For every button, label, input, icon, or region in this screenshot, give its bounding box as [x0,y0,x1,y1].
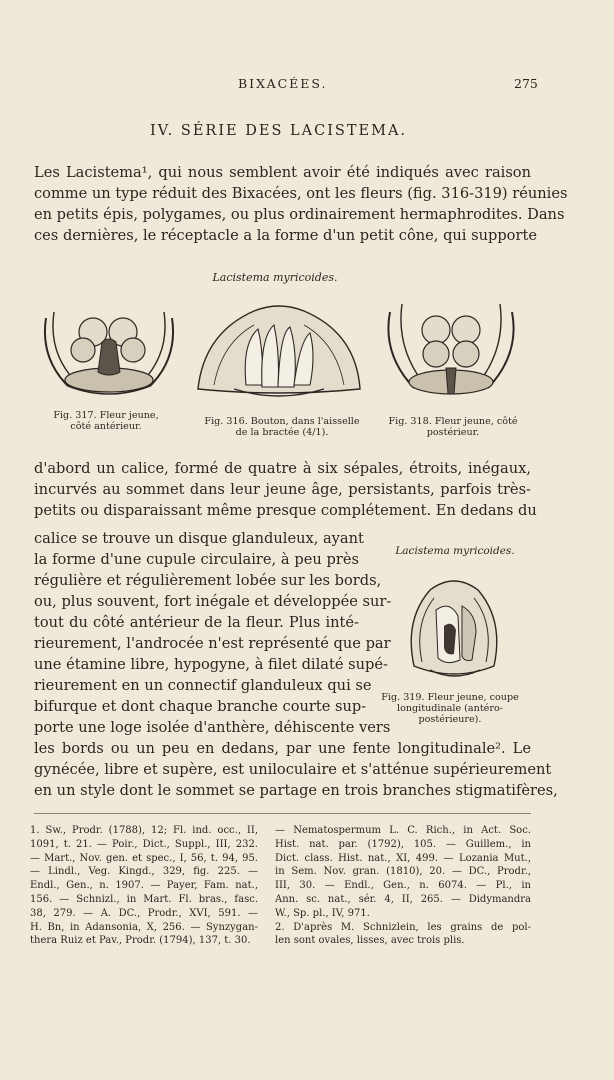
footnote-line: 1. Sw., Prodr. (1788), 12; Fl. ind. occ., II, [30,825,258,836]
footnote-line: Ann. sc. nat., sér. 4, II, 265. — Didymandra [275,893,531,905]
caption-line: Fig. 318. Fleur jeune, côté [388,416,518,427]
footnotes-right-column [275,824,531,948]
paragraph-1 [34,162,568,246]
text-line: d'abord un calice, formé de quatre à six sépales, étroits, inégaux, [34,460,531,477]
paragraph-3 [34,528,392,738]
figure-316-engraving [194,293,364,403]
text-line: régulière et régulièrement lobée sur les bords, [34,572,382,589]
text-line: comme un type réduit des Bixacées, ont les fleurs (fig. 316-319) réunies [34,185,568,202]
text-line: Les Lacistema¹, qui nous semblent avoir été indiqués avec raison [34,164,531,181]
footnote-line: Endl., Gen., n. 1907. — Payer, Fam. nat., [30,880,258,892]
figure-319-caption [370,692,530,725]
text-line: ces dernières, le réceptacle a la forme d'un petit cône, qui supporte [34,227,537,244]
text-line: calice se trouve un disque glanduleux, ayant [34,530,364,547]
text-line: incurvés au sommet dans leur jeune âge, persistants, parfois très- [34,481,531,498]
text-line: une étamine libre, hypogyne, à filet dilaté supé- [34,656,388,673]
figure-317-engraving [38,298,180,400]
footnote-line: Hist. nat. par. (1792), 105. — Guillem., in [275,838,531,850]
text-line: en petits épis, polygames, ou plus ordinairement hermaphrodites. Dans [34,206,565,223]
caption-line: Fig. 316. Bouton, dans l'aisselle [204,416,360,427]
footnote-line: — Mart., Nov. gen. et spec., I, 56, t. 94, 95. [30,852,258,864]
figure-316-caption [196,416,368,438]
footnote-line: III, 30. — Endl., Gen., n. 6074. — Pl., in [275,880,531,892]
footnote-separator [34,813,531,814]
text-line: gynécée, libre et supère, est uniloculaire et s'atténue supérieurement [34,761,552,778]
paragraph-2 [34,458,537,521]
footnote-line: thera Ruiz et Pav., Prodr. (1794), 137, t. 30. [30,935,251,947]
text-line: la forme d'une cupule circulaire, à peu près [34,551,359,568]
figure-319-heading: Lacistema myricoides. [395,545,515,557]
text-line: rieurement en un connectif glanduleux qui se [34,677,372,694]
text-line: en un style dont le sommet se partage en trois branches stigmatifères, [34,782,558,799]
footnote-line: 38, 279. — A. DC., Prodr., XVI, 591. — [30,907,258,919]
footnote-line: 156. — Schnizl., in Mart. Fl. bras., fasc. [30,893,258,905]
text-line: tout du côté antérieur de la fleur. Plus inté- [34,614,359,631]
figure-318-engraving [380,298,522,404]
figure-318-caption [378,416,528,438]
text-line: petits ou disparaissant même presque complétement. En dedans du [34,502,537,519]
caption-line: longitudinale (antéro-postérieure). [397,703,503,725]
caption-line: côté antérieur. [70,421,142,432]
footnote-line: in Sem. Nov. gran. (1810), 20. — DC., Prodr., [275,866,531,878]
footnotes-left-column [30,824,258,948]
footnote-line: — Lindl., Veg. Kingd., 329, fig. 225. — [30,866,258,878]
caption-line: de la bractée (4/1). [235,427,329,438]
section-title: IV. SÉRIE DES LACISTEMA. [150,123,408,139]
caption-line: Fig. 317. Fleur jeune, [53,410,159,421]
footnote-line: W., Sp. pl., IV, 971. [275,907,370,919]
footnote-line: 2. D'après M. Schnizlein, les grains de pol- [275,921,531,933]
figure-317-caption [36,410,176,432]
footnote-line: len sont ovales, lisses, avec trois plis. [275,935,465,947]
text-line: rieurement, l'androcée n'est représenté que par [34,635,391,652]
caption-line: Fig. 319. Fleur jeune, coupe [381,692,519,703]
text-line: ou, plus souvent, fort inégale et développée sur- [34,593,392,610]
caption-line: postérieur. [426,427,480,438]
text-line: les bords ou un peu en dedans, par une fente longitudinale². Le [34,740,531,757]
running-head-title: BIXACÉES. [238,76,328,91]
paragraph-4 [34,738,558,801]
figure-319-engraving [400,570,508,686]
footnote-line: — Nematospermum L. C. Rich., in Act. Soc. [275,825,531,836]
text-line: bifurque et dont chaque branche courte sup- [34,698,367,715]
page-number: 275 [514,76,538,91]
figure-group-heading: Lacistema myricoides. [212,271,338,284]
text-line: porte une loge isolée d'anthère, déhiscente vers [34,719,391,736]
footnote-line: 1091, t. 21. — Poir., Dict., Suppl., III, 232. [30,838,258,850]
footnote-line: H. Bn, in Adansonia, X, 256. — Synzygan- [30,921,258,933]
footnote-line: Dict. class. Hist. nat., XI, 499. — Lozania Mut., [275,852,531,864]
